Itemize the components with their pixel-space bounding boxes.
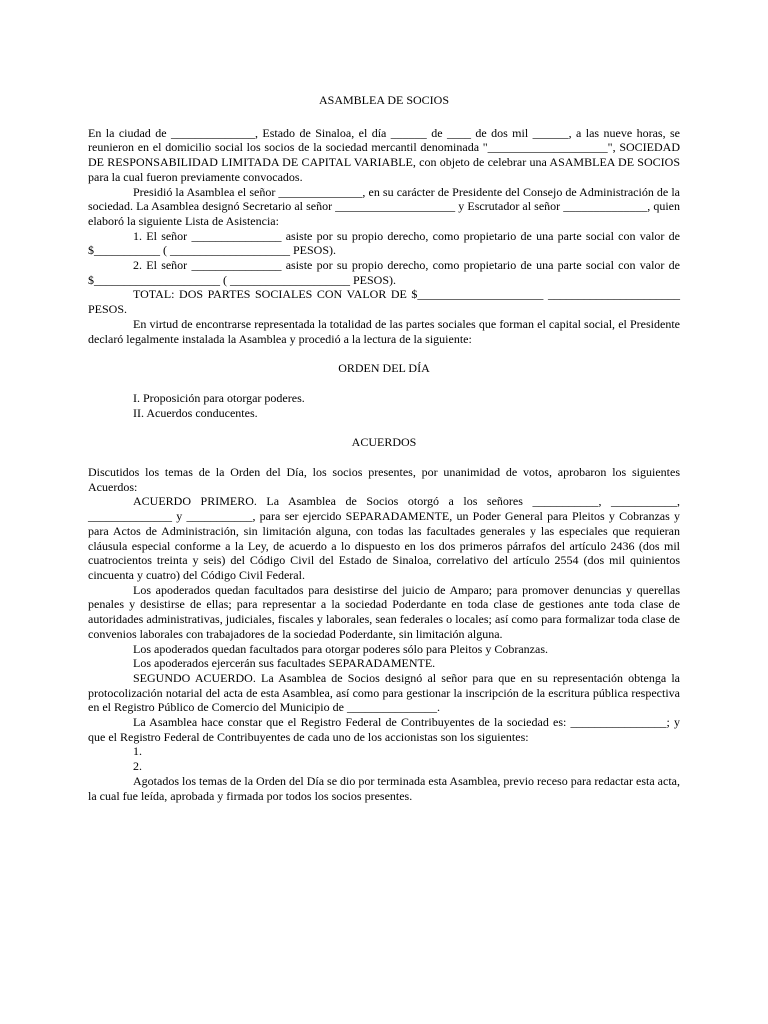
apoderados-poderes: Los apoderados quedan facultados para otorgar poderes sólo para Pleitos y Cobranzas.	[133, 641, 548, 656]
presidency-paragraph: Presidió la Asamblea el señor ______________, en su carácter de Presidente del Consejo de Administración de la sociedad. La Asamblea designó Secretario al señor ____________________ y Escrutador al señor ______________, quien elaboró la siguiente Lista de Asistencia:	[88, 184, 680, 228]
closing-paragraph: Agotados los temas de la Orden del Día se dio por terminada esta Asamblea, previo receso para redactar esta acta, la cual fue leída, aprobada y firmada por todos los socios presentes.	[88, 773, 680, 803]
rfc-item-2: 2.	[133, 759, 142, 774]
attendance-item-2: 2. El señor _______________ asiste por su propio derecho, como propietario de una parte social con valor de $_____________________ ( ____________________ PESOS).	[88, 258, 680, 287]
installation-paragraph: En virtud de encontrarse representada la totalidad de las partes sociales que forman el capital social, el Presidente declaró legalmente instalada la Asamblea y procedió a la lectura de la siguiente:	[88, 316, 680, 346]
rfc-item-1: 1.	[133, 744, 142, 759]
apoderados-separadamente: Los apoderados ejercerán sus facultades SEPARADAMENTE.	[133, 656, 436, 671]
attendance-item-1: 1. El señor _______________ asiste por su propio derecho, como propietario de una parte social con valor de $___________ ( ____________________ PESOS).	[88, 228, 680, 258]
acuerdos-intro: Discutidos los temas de la Orden del Día, los socios presentes, por unanimidad de votos, aprobaron los siguientes Acuerdos:	[88, 465, 680, 494]
acuerdo-primero: ACUERDO PRIMERO. La Asamblea de Socios otorgó a los señores ___________, ___________, ______________ y ___________, para ser ejercido SEPARADAMENTE, un Poder General para Pleitos y Cobranzas y para Actos de Administración, sin limitación alguna, con todas las facultades generales y las especiales que requieran cláusula especial conforme a la Ley, de acuerdo a lo dispuesto en los dos primeros párrafos del artículo 2436 (dos mil cuatrocientos treinta y seis) del Código Civil del Estado de Sinaloa, correlativo del artículo 2554 (dos mil quinientos cincuenta y cuatro) del Código Civil Federal.	[88, 494, 680, 582]
orden-item-2: II. Acuerdos conducentes.	[133, 405, 258, 420]
orden-title: ORDEN DEL DÍA	[338, 361, 430, 376]
intro-paragraph: En la ciudad de ______________, Estado de Sinaloa, el día ______ de ____ de dos mil ______, a las nueve horas, se reunieron en el domicilio social los socios de la sociedad mercantil denominada "____________________", SOCIEDAD DE RESPONSABILIDAD LIMITADA DE CAPITAL VARIABLE, con objeto de celebrar una ASAMBLEA DE SOCIOS para la cual fueron previamente convocados.	[88, 125, 680, 184]
attendance-total: TOTAL: DOS PARTES SOCIALES CON VALOR DE $_____________________ ______________________ PESOS.	[88, 287, 680, 317]
apoderados-facultades: Los apoderados quedan facultados para desistirse del juicio de Amparo; para promover denuncias y querellas penales y desistirse de ellas; para representar a la sociedad Poderdante en toda clase de gestiones ante toda clase de autoridades administrativas, judiciales, fiscales y laborales, sean federales o locales; así como para formalizar toda clase de convenios laborales con trabajadores de la sociedad Poderdante, sin limitación alguna.	[88, 582, 680, 641]
document-body	[88, 93, 680, 803]
acuerdos-title: ACUERDOS	[351, 435, 417, 450]
rfc-paragraph: La Asamblea hace constar que el Registro Federal de Contribuyentes de la sociedad es: ________________; y que el Registro Federal de Contribuyentes de cada uno de los accionistas son los siguientes:	[88, 715, 680, 744]
orden-item-1: I. Proposición para otorgar poderes.	[133, 390, 305, 405]
segundo-acuerdo: SEGUNDO ACUERDO. La Asamblea de Socios designó al señor para que en su representación obtenga la protocolización notarial del acta de esta Asamblea, así como para gestionar la inscripción de la escritura pública respectiva en el Registro Público de Comercio del Municipio de _______________.	[88, 670, 680, 715]
document-title: ASAMBLEA DE SOCIOS	[318, 93, 450, 107]
